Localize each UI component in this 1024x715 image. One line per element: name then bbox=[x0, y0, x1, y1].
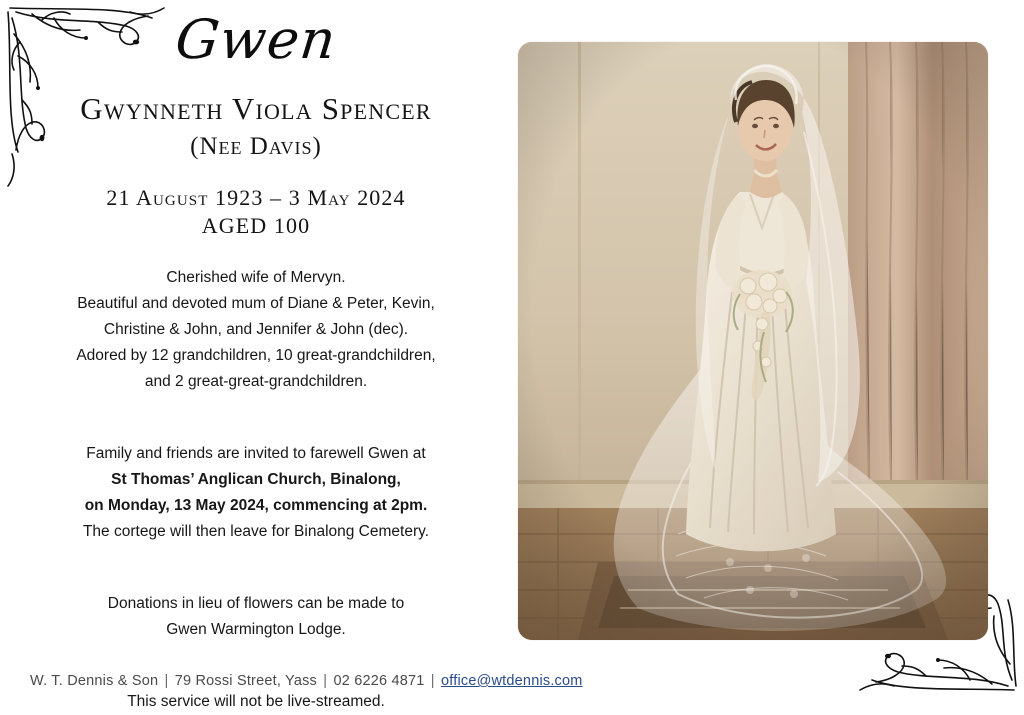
footer-separator: | bbox=[430, 673, 435, 689]
nee-name: (Nee Davis) bbox=[190, 133, 322, 161]
donation-block bbox=[0, 591, 512, 643]
bride-portrait-photo bbox=[518, 42, 988, 640]
service-block bbox=[0, 441, 512, 545]
family-line: Adored by 12 grandchildren, 10 great-grandchildren, bbox=[76, 347, 436, 365]
footer-email-link[interactable]: office@wtdennis.com bbox=[440, 673, 583, 689]
script-name: Gwen bbox=[172, 8, 340, 71]
footer-address: 79 Rossi Street, Yass bbox=[174, 673, 317, 689]
funeral-home-footer bbox=[30, 673, 583, 689]
service-datetime: on Monday, 13 May 2024, commencing at 2pm. bbox=[84, 497, 428, 515]
service-venue: St Thomas’ Anglican Church, Binalong, bbox=[111, 471, 401, 489]
spacer bbox=[0, 545, 512, 565]
stream-note: This service will not be live-streamed. bbox=[127, 693, 385, 711]
age-at-death: AGED 100 bbox=[201, 213, 311, 239]
service-cortege: The cortege will then leave for Binalong Cemetery. bbox=[82, 523, 430, 541]
family-line: Beautiful and devoted mum of Diane & Peter, Kevin, bbox=[77, 295, 435, 313]
service-line: Family and friends are invited to farewell Gwen at bbox=[86, 445, 426, 463]
family-block bbox=[0, 265, 512, 395]
family-line: Christine & John, and Jennifer & John (dec). bbox=[103, 321, 409, 339]
life-dates: 21 August 1923 – 3 May 2024 bbox=[106, 185, 406, 211]
donation-recipient: Gwen Warmington Lodge. bbox=[166, 621, 346, 639]
footer-separator: | bbox=[164, 673, 169, 689]
full-name: Gwynneth Viola Spencer bbox=[80, 91, 432, 127]
stream-note-block bbox=[0, 689, 512, 715]
family-line: Cherished wife of Mervyn. bbox=[166, 269, 346, 287]
footer-separator: | bbox=[323, 673, 328, 689]
footer-phone: 02 6226 4871 bbox=[333, 673, 425, 689]
spacer bbox=[0, 643, 512, 663]
family-line: and 2 great-great-grandchildren. bbox=[144, 373, 368, 391]
donation-line: Donations in lieu of flowers can be made to bbox=[107, 595, 405, 613]
footer-company: W. T. Dennis & Son bbox=[30, 673, 159, 689]
spacer bbox=[0, 395, 512, 415]
